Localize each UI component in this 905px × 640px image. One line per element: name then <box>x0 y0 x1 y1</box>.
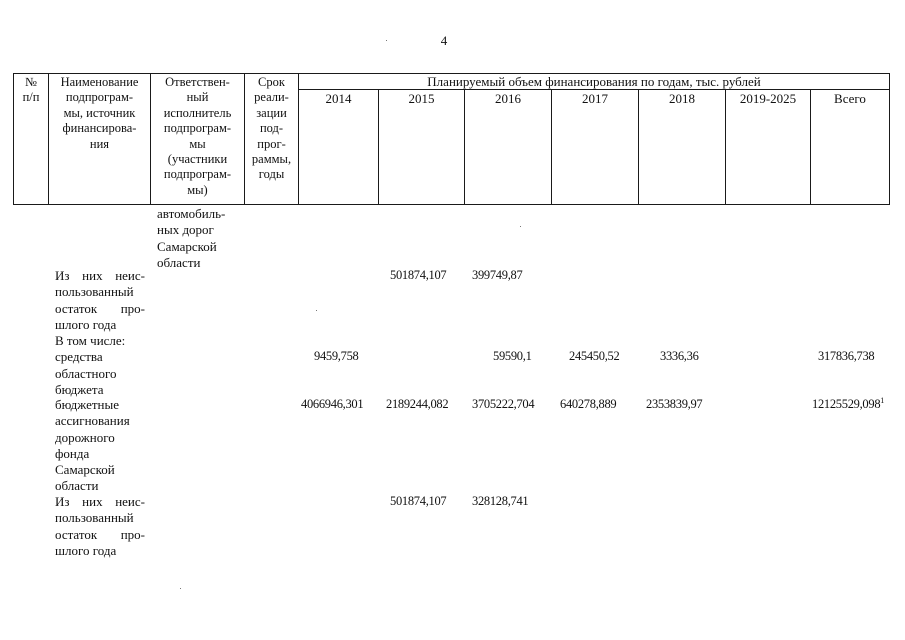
table-header-bottom-border <box>13 204 890 205</box>
header-col-term-line: Срок <box>258 75 285 89</box>
row-label-line: фонда <box>55 445 90 461</box>
scan-speck <box>180 588 181 589</box>
scan-speck <box>316 310 317 311</box>
header-col-executor-line: мы <box>189 136 206 151</box>
header-col-number <box>14 75 48 106</box>
row-label-unused-balance <box>55 268 145 333</box>
header-funding-title: Планируемый объем финансирования по годам, тыс. рублей <box>427 74 761 89</box>
value-cell: 9459,758 <box>314 349 359 363</box>
header-col-number-line: п/п <box>22 90 40 105</box>
header-col-executor-line: Ответствен- <box>165 75 230 89</box>
header-col-term <box>245 75 298 183</box>
header-col-name-line: Наименование <box>60 75 139 89</box>
row-label-line: Самарской <box>55 462 115 478</box>
header-year: 2017 <box>582 91 608 106</box>
header-col-executor-line: подпрограм- <box>163 167 232 182</box>
scan-speck <box>520 226 521 227</box>
row-label-line: бюджетные <box>55 397 120 412</box>
value-cell: 3336,36 <box>660 349 699 363</box>
value-cell: 4066946,301 <box>301 397 364 411</box>
header-year: 2016 <box>495 91 521 106</box>
value-cell: 2353839,97 <box>646 397 703 411</box>
row-label-line: дорожного <box>55 429 115 445</box>
header-year: 2015 <box>408 91 435 106</box>
row-label-line: Из них неис- <box>55 268 145 283</box>
header-col-term-line: под- <box>259 121 284 136</box>
value-cell: 501874,107 <box>390 494 447 508</box>
header-col-term-line: зации <box>256 105 287 120</box>
header-col-term-line: раммы, <box>251 152 292 167</box>
value-cell-total <box>812 397 884 412</box>
row-label-line: бюджета <box>55 381 104 397</box>
row-label-line: В том числе: <box>55 333 126 348</box>
scan-speck <box>386 40 387 41</box>
header-col-executor-line: подпрограм- <box>163 121 232 136</box>
row-label-regional-budget <box>55 333 145 398</box>
value-cell: 501874,107 <box>390 268 447 282</box>
row-label-road-fund <box>55 397 145 495</box>
total-value: 12125529,098 <box>812 397 881 411</box>
executor-continued-line: Самарской <box>157 238 217 254</box>
header-col-term-line: реали- <box>254 90 289 105</box>
value-cell: 3705222,704 <box>472 397 535 411</box>
header-year: 2014 <box>325 91 352 106</box>
header-col-term-line: годы <box>258 167 285 182</box>
row-label-line: остаток про- <box>55 526 145 542</box>
header-year-total: Всего <box>834 91 866 106</box>
header-col-executor <box>151 75 244 198</box>
header-year: 2018 <box>669 91 695 106</box>
row-label-line: пользованный <box>55 510 134 526</box>
header-col-name-line: финансирова- <box>62 121 137 136</box>
value-cell: 640278,889 <box>560 397 617 411</box>
header-col-executor-line: (участники <box>167 152 228 167</box>
value-cell: 399749,87 <box>472 268 523 282</box>
header-col-executor-line: исполнитель <box>163 105 232 120</box>
value-cell: 328128,741 <box>472 494 529 508</box>
row-label-line: шлого года <box>55 542 117 558</box>
header-year: 2019-2025 <box>739 91 797 106</box>
header-col-name-line: ния <box>89 136 110 151</box>
header-col-name <box>49 75 150 152</box>
value-cell: 59590,1 <box>493 349 532 363</box>
table-right-border <box>889 73 890 205</box>
executor-continued-line: ных дорог <box>157 222 214 238</box>
executor-continued-line: области <box>157 255 201 271</box>
header-col-name-line: мы, источник <box>63 105 136 120</box>
header-col-name-line: подпрограм- <box>65 90 134 105</box>
row-label-line: шлого года <box>55 316 117 332</box>
header-col-number-line: № <box>25 75 37 89</box>
header-col-term-line: прог- <box>257 136 286 151</box>
header-col-executor-line: ный <box>186 90 209 105</box>
row-label-line: областного <box>55 365 117 381</box>
value-cell: 245450,52 <box>569 349 620 363</box>
value-cell-total: 317836,738 <box>818 349 875 363</box>
row-label-line: области <box>55 478 99 494</box>
value-cell: 2189244,082 <box>386 397 449 411</box>
row-label-line: ассигнования <box>55 413 130 429</box>
row-label-line: средства <box>55 349 103 365</box>
page-number: 4 <box>440 33 448 48</box>
executor-continued-line: автомобиль- <box>157 206 226 221</box>
row-label-line: пользованный <box>55 284 134 300</box>
row-label-unused-balance <box>55 494 145 559</box>
executor-continued <box>157 206 225 272</box>
row-label-line: Из них неис- <box>55 494 145 509</box>
header-col-executor-line: мы) <box>187 182 208 197</box>
row-label-line: остаток про- <box>55 300 145 316</box>
footnote-marker: 1 <box>880 395 884 405</box>
